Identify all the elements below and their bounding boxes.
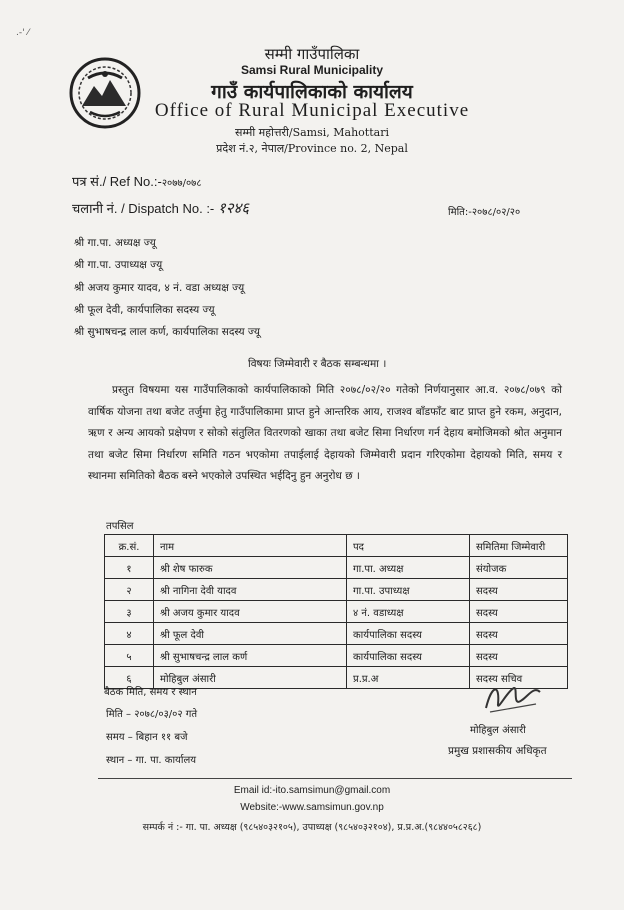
recipient-1: श्री गा.पा. अध्यक्ष ज्यू: [74, 237, 156, 249]
footer-contact: सम्पर्क नं :- गा. पा. अध्यक्ष (९८५४०३२१०५), उपाध्यक्ष (९८५४०३२१०४), प्र.प्र.अ.(९८४४०५८२६८): [142, 822, 482, 833]
cell-post: गा.पा. उपाध्यक्ष: [347, 579, 470, 601]
cell-role: सदस्य: [470, 579, 568, 601]
cell-sn: १: [105, 557, 154, 579]
cell-sn: ६: [105, 667, 154, 689]
dispatch-value: १२४६: [217, 199, 250, 217]
cell-role: सदस्य सचिव: [470, 667, 568, 689]
signature-icon: [478, 678, 548, 718]
meeting-date: मिति – २०७८/०३/०२ गते: [106, 709, 198, 720]
subject-line: विषयः जिम्मेवारी र बैठक सम्बन्धमा ।: [248, 358, 387, 370]
office-name-en: Office of Rural Municipal Executive: [154, 100, 470, 121]
table-row: [105, 623, 568, 645]
col-header-name: नाम: [154, 535, 347, 557]
municipality-name-np: सम्मी गाउँपालिका: [264, 45, 360, 63]
recipient-5: श्री सुभाषचन्द्र लाल कर्ण, कार्यपालिका सदस्य ज्यू: [74, 326, 261, 338]
signatory-title: प्रमुख प्रशासकीय अधिकृत: [448, 745, 547, 757]
cell-name: श्री शेष फारुक: [154, 557, 347, 579]
cell-post: ४ नं. वडाध्यक्ष: [347, 601, 470, 623]
ref-line: [72, 172, 202, 190]
cell-role: सदस्य: [470, 601, 568, 623]
date-value: २०७८/०२/२०: [471, 207, 521, 218]
committee-table: [104, 534, 568, 689]
cell-name: श्री नागिना देवी यादव: [154, 579, 347, 601]
cell-role: सदस्य: [470, 645, 568, 667]
cell-role: संयोजक: [470, 557, 568, 579]
cell-name: श्री अजय कुमार यादव: [154, 601, 347, 623]
table-row: [105, 645, 568, 667]
meeting-place: स्थान – गा. पा. कार्यालय: [106, 755, 197, 766]
ref-label: पत्र सं./ Ref No.:-: [72, 174, 162, 189]
cell-sn: ४: [105, 623, 154, 645]
dispatch-label: चलानी नं. / Dispatch No. :-: [72, 201, 215, 216]
footer-rule: [98, 778, 572, 779]
recipient-3: श्री अजय कुमार यादव, ४ नं. वडा अध्यक्ष ज्यू: [74, 282, 245, 294]
recipient-4: श्री फूल देवी, कार्यपालिका सदस्य ज्यू: [74, 304, 215, 316]
table-row: [105, 601, 568, 623]
cell-post: गा.पा. अध्यक्ष: [347, 557, 470, 579]
meeting-title: बैठक मिति, समय र स्थान: [104, 687, 197, 698]
table-row: [105, 557, 568, 579]
table-caption: तपसिल: [106, 521, 134, 532]
cell-post: कार्यपालिका सदस्य: [347, 623, 470, 645]
cell-role: सदस्य: [470, 623, 568, 645]
col-header-role: समितिमा जिम्मेवारी: [470, 535, 568, 557]
cell-name: मोहिबुल अंसारी: [154, 667, 347, 689]
office-name-np: गाउँ कार्यपालिकाको कार्यालय: [211, 81, 413, 103]
signatory-name: मोहिबुल अंसारी: [470, 725, 526, 736]
dispatch-line: [72, 198, 249, 218]
cell-name: श्री सुभाषचन्द्र लाल कर्ण: [154, 645, 347, 667]
ref-value: २०७७/०७८: [161, 178, 202, 189]
office-province: प्रदेश नं.२, नेपाल/Province no. 2, Nepal: [216, 142, 408, 155]
meeting-time: समय – बिहान ११ बजे: [106, 732, 188, 743]
col-header-post: पद: [347, 535, 470, 557]
recipient-2: श्री गा.पा. उपाध्यक्ष ज्यू: [74, 259, 163, 271]
col-header-sn: क्र.सं.: [105, 535, 154, 557]
cell-sn: ५: [105, 645, 154, 667]
cell-name: श्री फूल देवी: [154, 623, 347, 645]
footer-email: Email id:-ito.samsimun@gmail.com: [233, 785, 391, 796]
table-header-row: [105, 535, 568, 557]
footer-website: Website:-www.samsimun.gov.np: [240, 802, 384, 813]
cell-sn: २: [105, 579, 154, 601]
letter-body: प्रस्तुत विषयमा यस गाउँपालिकाको कार्यपालिकाको मिति २०७८/०२/२० गतेको निर्णयानुसार आ.व. २०७८/०७९ को वार्षिक योजना तथा बजेट तर्जुमा हेतु गाउँपालिकामा प्राप्त हुने आन्तरिक आय, राजश्व बाँडफाँट बाट प्राप्त हुने रकम, अनुदान, ऋण र अन्य आयको प्रक्षेपण र सोको संतुलित वितरणको खाका तथा बजेट सिमा निर्धारण गर्न देहाय बमोजिमको श्रोत अनुमान तथा बजेट सिमा निर्धारण समिति गठन भएकोमा तपाईलाई देहायको जिम्मेवारी प्रदान गरिएकोमा देहायको मिति, समय र स्थानमा समितिको बैठक बस्ने भएकोले उपस्थित भईदिनु हुन अनुरोध छ ।: [88, 384, 562, 482]
cell-sn: ३: [105, 601, 154, 623]
date-line: [448, 204, 520, 218]
corner-marks: .-' ⁄: [16, 28, 29, 38]
date-label: मिति:-: [448, 207, 472, 218]
municipality-name-en: Samsi Rural Municipality: [240, 63, 384, 77]
cell-post: कार्यपालिका सदस्य: [347, 645, 470, 667]
office-address: सम्मी महोत्तरी/Samsi, Mahottari: [235, 126, 389, 139]
table-row: [105, 579, 568, 601]
cell-post: प्र.प्र.अ: [347, 667, 470, 689]
